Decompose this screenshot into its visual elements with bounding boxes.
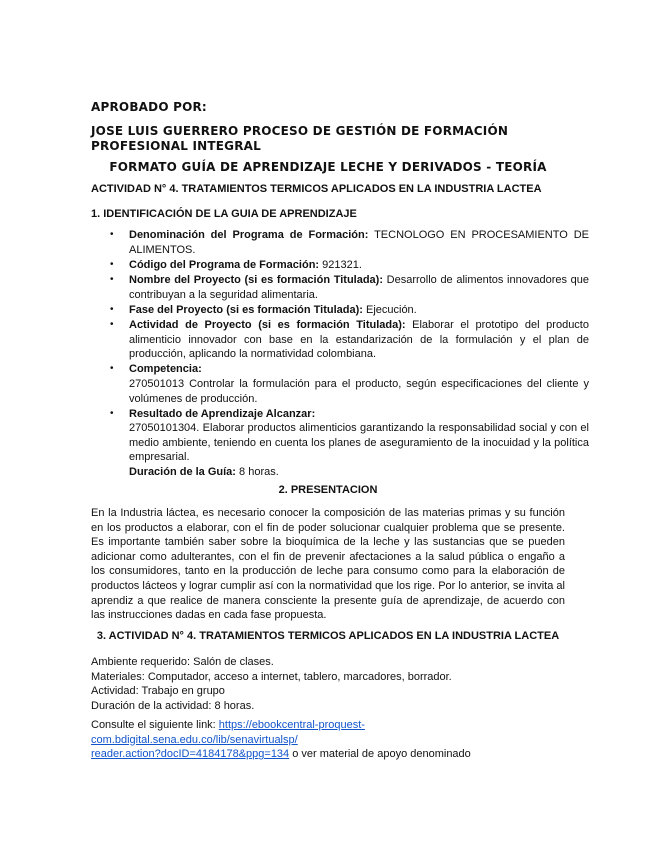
list-item [110, 362, 589, 406]
ebook-link-part-2[interactable]: reader.action?docID=4184178&ppg=134 [91, 748, 290, 761]
item-label: Competencia: [129, 363, 202, 376]
presentation-paragraph: En la Industria láctea, es necesario conocer la composición de las materias primas y su función en los productos a elaborar, con el fin de poder solucionar cualquier problema que se presente. Es importante también saber sobre la bioquímica de la leche y las sustancias que se pueden adicionar como adulterantes, con el fin de prevenir afectaciones a la salud pública o engaño a los consumidores, tanto en la producción de leche para consumo como para la elaboración de productos lácteos y lograr cumplir así con la normatividad que los rige. Por lo anterior, se invita al aprendiz a que realice de manera consciente la presente guía de aprendizaje, de acuerdo con las instrucciones dadas en cada fase propuesta. [91, 507, 565, 622]
bullet-icon: • [110, 303, 114, 315]
list-item [110, 407, 589, 480]
item-value: Desarrollo de alimentos innovadores que contribuyan a la seguridad alimentaria. [129, 273, 589, 301]
item-value: 270501013 Controlar la formulación para el producto, según especificaciones del cliente y volúmenes de producción. [129, 377, 589, 405]
bullet-icon: • [110, 258, 114, 270]
ebook-link-part-1[interactable]: https://ebookcentral-proquest-com.bdigital.sena.edu.co/lib/senavirtualsp/ [91, 719, 365, 746]
item-value: TECNOLOGO EN PROCESAMIENTO DE ALIMENTOS. [129, 229, 589, 256]
activity-title: ACTIVIDAD N° 4. TRATAMIENTOS TERMICOS APLICADOS EN LA INDUSTRIA LACTEA [91, 183, 542, 195]
item-label: Denominación del Programa de Formación: [129, 229, 369, 241]
list-item [110, 228, 589, 257]
item-label: Código del Programa de Formación: [129, 258, 320, 271]
duration-label: Duración de la Guía: [129, 466, 236, 479]
item-value: 27050101304. Elaborar productos alimenticios garantizando la responsabilidad social y con el medio ambiente, teniendo en cuenta los planes de aseguramiento de la inocuidad y la política empresarial. [129, 422, 589, 464]
identification-list [106, 228, 589, 480]
list-item [110, 318, 589, 362]
format-title: FORMATO GUÍA DE APRENDIZAJE LECHE Y DERIVADOS - TEORÍA [109, 160, 547, 174]
list-item [110, 258, 589, 273]
item-value: Elaborar el prototipo del producto alimenticio innovador con base en la estandarización de la formulación y el plan de producción, aplicando la normatividad colombiana. [129, 318, 589, 361]
consult-suffix: o ver material de apoyo denominado [289, 748, 471, 761]
duration-value: 8 horas. [239, 466, 279, 479]
bullet-icon: • [110, 318, 114, 330]
item-label: Nombre del Proyecto (si es formación Titulada): [129, 273, 383, 286]
environment-block [91, 655, 452, 713]
item-label: Resultado de Aprendizaje Alcanzar: [129, 407, 316, 420]
section-1-title: 1. IDENTIFICACIÓN DE LA GUIA DE APRENDIZAJE [91, 208, 357, 220]
consult-block [91, 718, 571, 762]
list-item [110, 273, 589, 302]
approved-heading: APROBADO POR: [91, 100, 207, 114]
item-label: Fase del Proyecto (si es formación Titulada): [129, 303, 363, 316]
section-2-title: 2. PRESENTACION [278, 484, 378, 496]
duration-line [129, 465, 589, 480]
bullet-icon: • [110, 407, 114, 419]
author-line-2: PROFESIONAL INTEGRAL [91, 139, 262, 153]
bullet-icon: • [110, 229, 114, 240]
list-item [110, 303, 589, 318]
env-line: Materiales: Computador, acceso a internet, tablero, marcadores, borrador. [91, 670, 452, 683]
section-3-title: 3. ACTIVIDAD N° 4. TRATAMIENTOS TERMICOS APLICADOS EN LA INDUSTRIA LACTEA [96, 630, 560, 642]
item-label: Actividad de Proyecto (si es formación Titulada): [129, 318, 406, 331]
bullet-icon: • [110, 363, 114, 375]
item-value: Ejecución. [365, 303, 417, 316]
item-value: 921321. [322, 258, 362, 271]
bullet-icon: • [110, 273, 114, 285]
consult-prefix: Consulte el siguiente link: [91, 719, 219, 731]
author-line-1: JOSE LUIS GUERRERO PROCESO DE GESTIÓN DE FORMACIÓN [91, 124, 509, 138]
env-line: Actividad: Trabajo en grupo [91, 685, 225, 698]
env-line: Ambiente requerido: Salón de clases. [91, 656, 274, 668]
env-line: Duración de la actividad: 8 horas. [91, 699, 255, 712]
